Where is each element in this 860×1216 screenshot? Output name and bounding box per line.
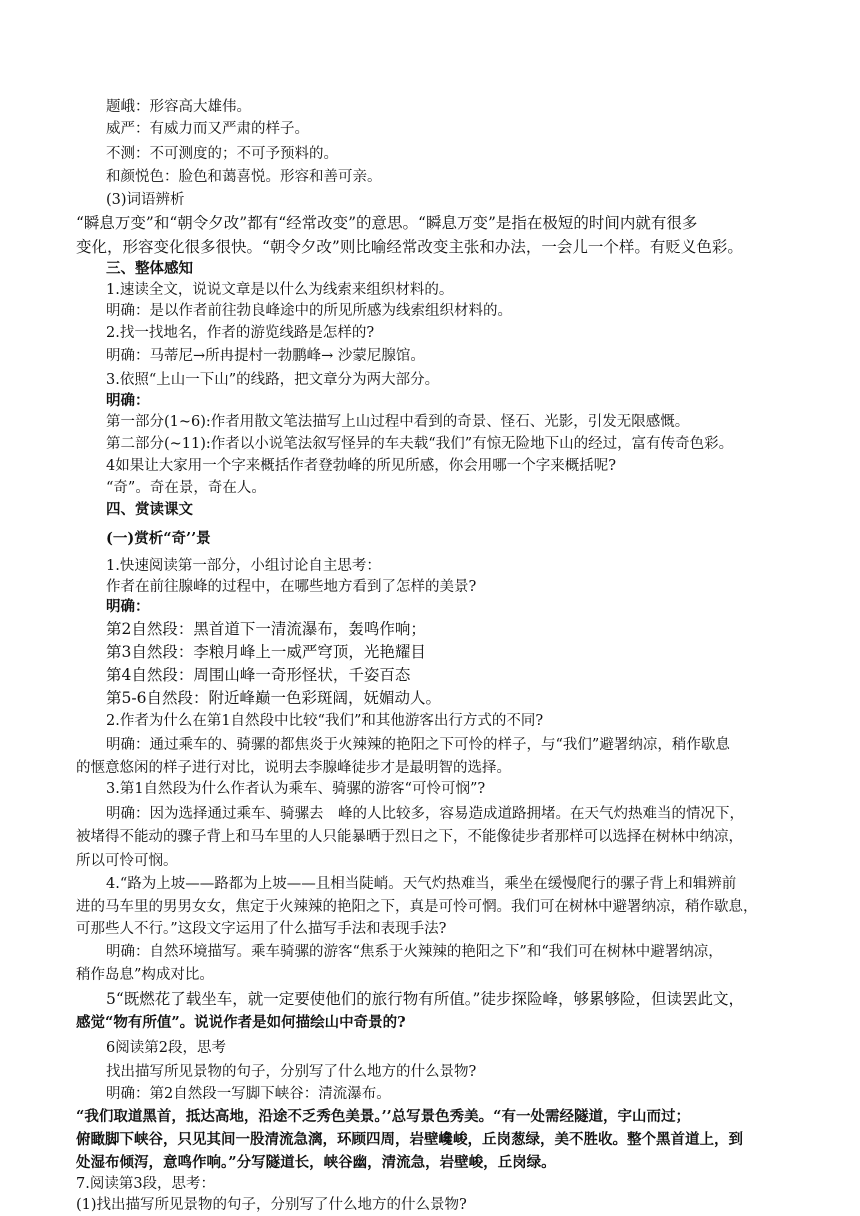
text-line: 明确：是以作者前往勃良峰途中的所见所感为线索组织材料的。 [106, 303, 512, 319]
text-line: 明确：自然环境描写。乘车骑骡的游客“焦系于火辣辣的艳阳之下”和“我们可在树林中避署纳凉， [106, 944, 723, 960]
text-line: 4.“路为上坡——路都为上坡——且相当陡峭。天气灼热难当，乘坐在缓慢爬行的骡子背上和辑辨前 [106, 876, 737, 892]
text-line: 明确：因为选择通过乘车、骑骡去 峰的人比较多，容易造成道路拥堵。在天气灼热难当的情况下， [106, 806, 744, 822]
text-line: 的惬意悠闲的样子进行对比，说明去李腺峰徒步才是最明智的选择。 [76, 760, 511, 776]
text-line: “奇”。奇在景，奇在人。 [106, 480, 266, 496]
text-line: 4如果让大家用一个字来概括作者登勃峰的所见所感，你会用哪一个字来概括呢? [106, 458, 616, 474]
text-line: 2.找一找地名，作者的游览线路是怎样的? [106, 325, 375, 341]
text-line: 被堵得不能动的骤子背上和马车里的人只能暴晒于烈日之下，不能像徒步者那样可以选择在树林中纳凉， [76, 829, 743, 845]
text-line: 明确： [106, 392, 150, 409]
text-line: 感觉“物有所值”。说说作者是如何描绘山中奇景的? [76, 1014, 406, 1031]
text-line: 第3自然段：李粮月峰上一威严穹顶，光艳耀目 [106, 643, 426, 661]
text-line: 第4自然段：周围山峰一奇形怪状，千姿百态 [106, 666, 411, 684]
text-line: 3.依照“上山一下山”的线路，把文章分为两大部分。 [106, 372, 440, 388]
text-line: “我们取道黑首，抵达高地，沿途不乏秀色美景。’’总写景色秀美。“有一处需经隧道，宇山而过； [76, 1108, 691, 1125]
text-line: 3.第1自然段为什么作者认为乘车、骑骡的游客“可怜可悯”? [106, 781, 486, 797]
text-line: 不测：不可测度的；不可予预料的。 [106, 146, 338, 162]
text-line: 2.作者为什么在第1自然段中比较“我们”和其他游客出行方式的不同? [106, 713, 544, 729]
text-line: 明确：马蒂尼→所冉提村一勃鹏峰→ 沙蒙尼腺馆。 [106, 348, 425, 364]
text-line: 7.阅读第3段，思考： [76, 1176, 216, 1192]
text-line: 可那些人不行。”这段文字运用了什么描写手法和表现手法? [76, 921, 447, 937]
text-line: 变化，形容变化很多很快。“朝令夕改”则比喻经常改变主张和办法，一会儿一个样。有贬义色彩。 [76, 238, 743, 256]
text-line: 和颜悦色：脸色和蔼喜悦。形容和善可亲。 [106, 169, 382, 185]
text-line: (3)词语辨析 [106, 192, 185, 208]
text-line: 第5-6自然段：附近峰巅一色彩斑阔，妩媚动人。 [106, 689, 441, 707]
text-line: 题峨：形容高大雄伟。 [106, 99, 251, 115]
text-line: 第一部分(1~6):作者用散文笔法描写上山过程中看到的奇景、怪石、光影，引发无限感慨。 [106, 414, 690, 430]
text-line: 俯瞰脚下峡谷，只见其间一股清流急漓，环顾四周，岩壁巉峻，丘岗葱绿，美不胜收。整个黑首道上，到 [76, 1131, 743, 1148]
text-line: “瞬息万变”和“朝令夕改”都有“经常改变”的意思。“瞬息万变”是指在极短的时间内就有很多 [76, 214, 698, 232]
text-line: 1.速读全文，说说文章是以什么为线索来组织材料的。 [106, 282, 454, 298]
section-heading: 四、赏读课文 [106, 501, 193, 518]
section-heading: 三、整体感知 [106, 260, 193, 277]
text-line: 1.快速阅读第一部分，小组讨论自主思考： [106, 558, 381, 574]
text-line: 明确：通过乘车的、骑骡的都焦炎于火辣辣的艳阳之下可怜的样子，与“我们”避署纳凉，稍作歇息 [106, 737, 730, 753]
text-line: 找出描写所见景物的句子，分别写了什么地方的什么景物? [106, 1064, 477, 1080]
text-line: 明确： [106, 598, 150, 615]
text-line: 所以可怜可悯。 [76, 853, 178, 869]
text-line: 5“既燃花了载坐车，就一定要使他们的旅行物有所值。”徒步探险峰，够累够险，但读罢此文， [106, 990, 744, 1008]
text-line: 6阅读第2段，思考 [106, 1040, 226, 1056]
text-line: 作者在前往腺峰的过程中，在哪些地方看到了怎样的美景? [106, 579, 477, 595]
text-line: (1)找出描写所见景物的句子，分别写了什么地方的什么景物? [76, 1197, 467, 1213]
text-line: 明确：第2自然段一写脚下峡谷：清流瀑布。 [106, 1086, 391, 1102]
text-line: 第2自然段：黑首道下一清流瀑布，轰鸣作响； [106, 620, 426, 638]
subsection-heading: (一)赏析“奇’’景 [106, 530, 211, 547]
text-line: 稍作岛息”构成对比。 [76, 967, 214, 983]
text-line: 第二部分(~11):作者以小说笔法叙写怪异的车夫载“我们”有惊无险地下山的经过，富有传奇色彩。 [106, 436, 734, 452]
text-line: 进的马车里的男男女女，焦定于火辣辣的艳阳之下，真是可怜可惘。我们可在树林中避署纳凉，稍作歇息， [76, 899, 758, 915]
text-line: 处湿布倾泻，意鸣作响。”分写隧道长，峡谷幽，清流急，岩壁峻，丘岗绿。 [76, 1154, 556, 1171]
text-line: 威严：有威力而又严肃的样子。 [106, 121, 309, 137]
